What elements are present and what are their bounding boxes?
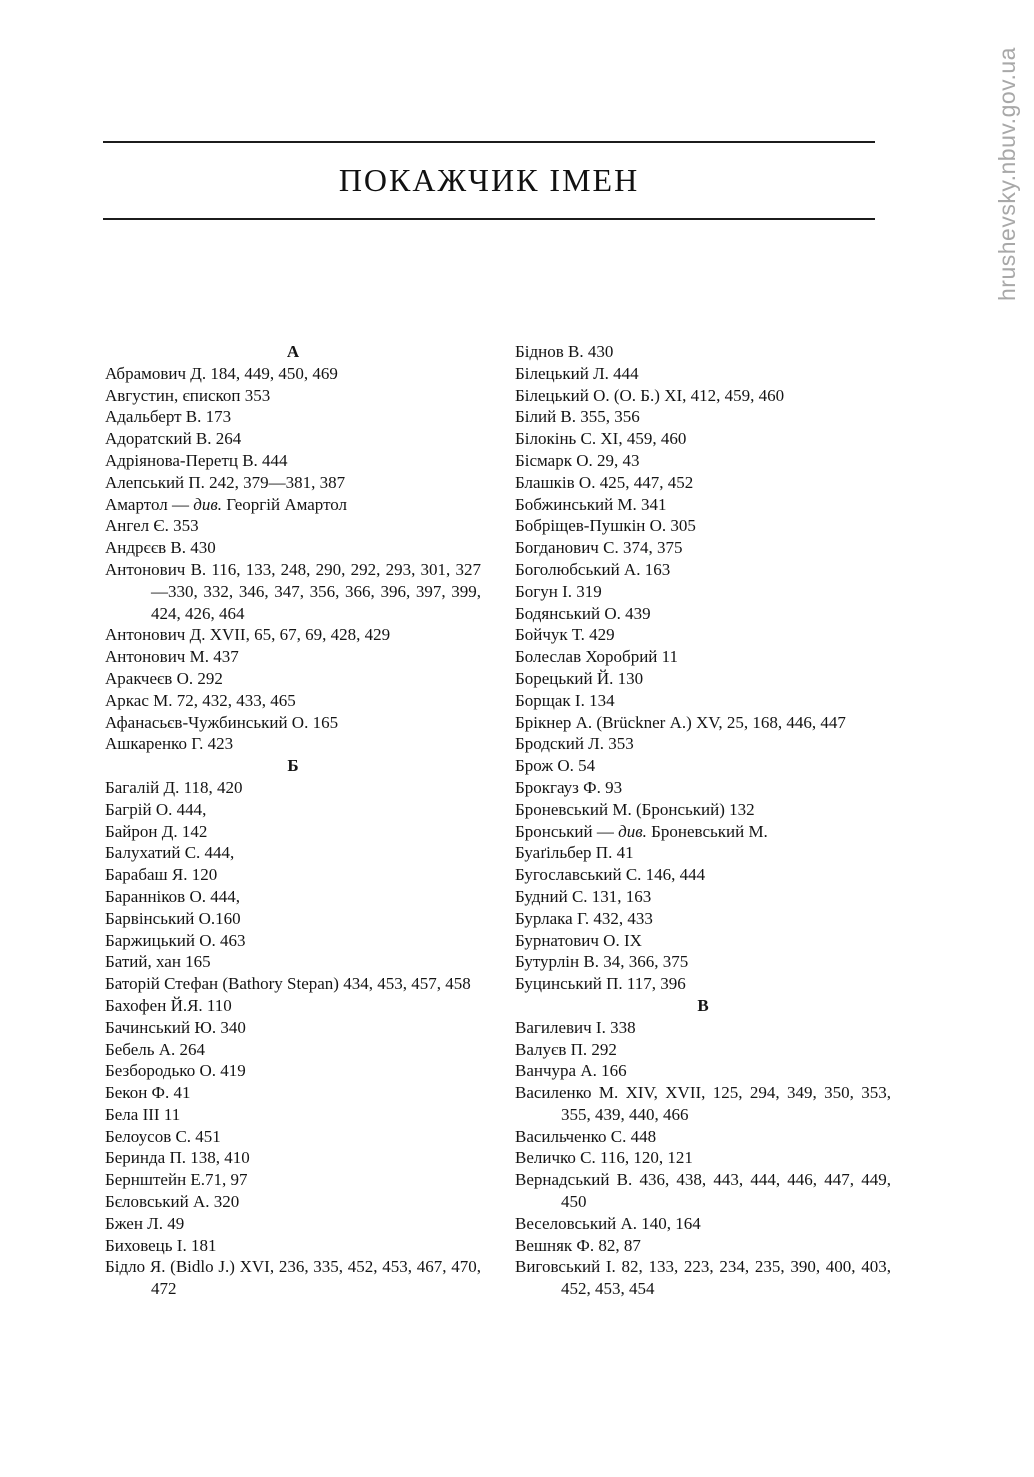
index-entry: Антонович Д. XVII, 65, 67, 69, 428, 429 bbox=[105, 625, 391, 645]
index-entry: Бела III 11 bbox=[105, 1104, 181, 1124]
index-entry: Бідло Я. (Bidlo J.) XVI, 236, 335, 452, 453, 467, 470, 472 bbox=[105, 1257, 481, 1299]
index-entry: Барвінський О.160 bbox=[105, 908, 241, 928]
index-entry: Бугославський С. 146, 444 bbox=[515, 865, 706, 885]
site-watermark: hrushevsky.nbuv.gov.ua bbox=[994, 47, 1020, 301]
index-entry: Васильченко С. 448 bbox=[515, 1126, 657, 1146]
index-entry: Білокінь С. XI, 459, 460 bbox=[515, 429, 687, 449]
index-entry: Буаґільбер П. 41 bbox=[515, 843, 634, 863]
index-entry: Барабаш Я. 120 bbox=[105, 865, 218, 885]
title-rule-bottom bbox=[103, 218, 875, 220]
index-entry: Біднов В. 430 bbox=[515, 342, 614, 361]
index-entry: Адоратский В. 264 bbox=[105, 429, 242, 449]
see-reference: див. bbox=[618, 821, 647, 841]
index-entry: Белоусов С. 451 bbox=[105, 1126, 221, 1146]
index-entry: Брікнер А. (Brückner А.) XV, 25, 168, 446, 447 bbox=[515, 712, 846, 732]
index-entry: Вернадський В. 436, 438, 443, 444, 446, 447, 449, 450 bbox=[515, 1170, 891, 1212]
section-header: Б bbox=[287, 756, 299, 776]
index-entry: Бобріщев-Пушкін О. 305 bbox=[515, 516, 696, 536]
index-entry: Борецький Й. 130 bbox=[515, 668, 644, 688]
index-entry: Блашків О. 425, 447, 452 bbox=[515, 472, 694, 492]
index-entry: Бєловський А. 320 bbox=[105, 1192, 240, 1212]
index-entry: Адріянова-Перетц В. 444 bbox=[105, 450, 288, 470]
index-entry: Баторій Стефан (Bathory Stepan) 434, 453, 457, 458 bbox=[105, 974, 471, 994]
index-entry: Алепський П. 242, 379—381, 387 bbox=[105, 472, 346, 492]
index-entry: Величко С. 116, 120, 121 bbox=[515, 1148, 693, 1168]
index-entry: Бобжинський М. 341 bbox=[515, 494, 667, 514]
index-entry: Богданович С. 374, 375 bbox=[515, 538, 683, 558]
index-entry: Амартол — див. Георгій Амартол bbox=[105, 494, 348, 514]
index-entry: Аракчеєв О. 292 bbox=[105, 668, 223, 688]
index-entry: Валуєв П. 292 bbox=[515, 1039, 617, 1059]
index-entry: Ашкаренко Г. 423 bbox=[105, 734, 234, 754]
index-entry: Андрєєв В. 430 bbox=[105, 538, 216, 558]
index-entry: Бернштейн Е.71, 97 bbox=[105, 1170, 248, 1190]
index-entry: Багалій Д. 118, 420 bbox=[105, 777, 243, 797]
index-entry: Абрамович Д. 184, 449, 450, 469 bbox=[105, 363, 338, 383]
index-entry: Баржицький О. 463 bbox=[105, 930, 246, 950]
index-columns bbox=[105, 341, 891, 1300]
title-block bbox=[103, 141, 875, 220]
index-entry: Білецький Л. 444 bbox=[515, 363, 639, 383]
index-entry: Батий, хан 165 bbox=[105, 952, 211, 972]
index-column-left bbox=[105, 341, 481, 1300]
index-entry: Бекон Ф. 41 bbox=[105, 1083, 191, 1103]
index-entry: Баранніков О. 444, bbox=[105, 886, 240, 906]
index-entry: Бронський — див. Броневський М. bbox=[515, 821, 768, 841]
index-entry: Брокгауз Ф. 93 bbox=[515, 777, 623, 797]
index-entry: Ванчура А. 166 bbox=[515, 1061, 627, 1081]
index-entry: Бачинський Ю. 340 bbox=[105, 1017, 246, 1037]
index-entry: Безбородько О. 419 bbox=[105, 1061, 246, 1081]
index-entry: Антонович В. 116, 133, 248, 290, 292, 293, 301, 327—330, 332, 346, 347, 356, 366, 396, 397, 399, 424, 426, 464 bbox=[105, 559, 481, 623]
index-entry: Бжен Л. 49 bbox=[105, 1213, 185, 1233]
index-entry: Веселовський А. 140, 164 bbox=[515, 1213, 701, 1233]
section-header: В bbox=[697, 995, 709, 1015]
index-entry: Василенко М. XIV, XVII, 125, 294, 349, 350, 353, 355, 439, 440, 466 bbox=[515, 1083, 891, 1124]
index-entry: Будний С. 131, 163 bbox=[515, 886, 652, 906]
index-entry: Буцинський П. 117, 396 bbox=[515, 974, 686, 994]
index-entry: Бродский Л. 353 bbox=[515, 734, 634, 754]
page-title: ПОКАЖЧИК ІМЕН bbox=[338, 162, 640, 198]
index-entry: Болеслав Хоробрий 11 bbox=[515, 647, 679, 667]
index-entry: Бурнатович О. IX bbox=[515, 930, 642, 950]
index-entry: Беринда П. 138, 410 bbox=[105, 1148, 250, 1168]
index-entry: Брож О. 54 bbox=[515, 756, 596, 776]
index-entry: Борщак І. 134 bbox=[515, 690, 615, 710]
index-entry: Броневський М. (Бронський) 132 bbox=[515, 799, 755, 819]
index-entry: Бодянський О. 439 bbox=[515, 603, 651, 623]
index-entry: Адальберт В. 173 bbox=[105, 407, 232, 427]
index-entry: Богун І. 319 bbox=[515, 581, 602, 601]
section-header: А bbox=[286, 342, 300, 361]
index-column-right bbox=[515, 341, 891, 1300]
index-entry: Білий В. 355, 356 bbox=[515, 407, 640, 427]
index-entry: Білецький О. (О. Б.) XI, 412, 459, 460 bbox=[515, 385, 785, 405]
index-entry: Августин, єпископ 353 bbox=[105, 385, 271, 405]
index-entry: Бебель А. 264 bbox=[105, 1039, 206, 1059]
index-entry: Ангел Є. 353 bbox=[105, 516, 199, 536]
index-entry: Бутурлін В. 34, 366, 375 bbox=[515, 952, 689, 972]
index-entry: Боголюбський А. 163 bbox=[515, 559, 671, 579]
index-entry: Вешняк Ф. 82, 87 bbox=[515, 1235, 641, 1255]
index-entry: Багрій О. 444, bbox=[105, 799, 207, 819]
index-entry: Виговський І. 82, 133, 223, 234, 235, 390, 400, 403, 452, 453, 454 bbox=[515, 1257, 891, 1299]
index-entry: Бахофен Й.Я. 110 bbox=[105, 995, 232, 1015]
see-reference: див. bbox=[193, 494, 222, 514]
index-entry: Байрон Д. 142 bbox=[105, 821, 208, 841]
index-entry: Аркас М. 72, 432, 433, 465 bbox=[105, 690, 296, 710]
index-entry: Бойчук Т. 429 bbox=[515, 625, 615, 645]
index-entry: Вагилевич І. 338 bbox=[515, 1017, 636, 1037]
index-entry: Бісмарк О. 29, 43 bbox=[515, 450, 640, 470]
index-entry: Антонович М. 437 bbox=[105, 647, 239, 667]
index-entry: Балухатий С. 444, bbox=[105, 843, 235, 863]
index-entry: Афанасьєв-Чужбинський О. 165 bbox=[105, 712, 339, 732]
index-entry: Бурлака Г. 432, 433 bbox=[515, 908, 653, 928]
index-entry: Биховець І. 181 bbox=[105, 1235, 217, 1255]
